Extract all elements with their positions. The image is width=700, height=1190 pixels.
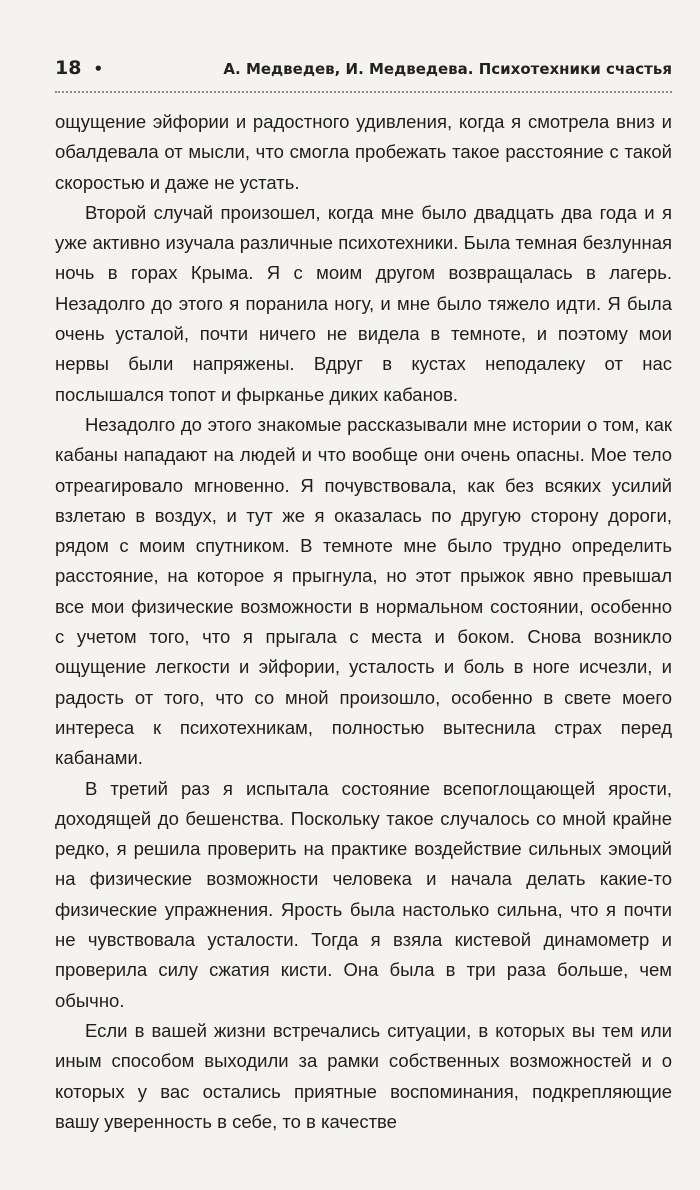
paragraph: Незадолго до этого знакомые рассказывали мне истории о том, как кабаны нападают на людей и что вообще они очень опасны. Мое тело отреагировало мгновенно. Я почувствовала, как без всяких усилий взлетаю в воздух, и тут же я оказалась по другую сторону дороги, рядом с моим спутником. В темноте мне было трудно определить расстояние, на которое я прыгнула, но этот прыжок явно превышал все мои физические возможности в нормальном состоянии, особенно с учетом того, что я прыгала с места и боком. Снова возникло ощущение легкости и эйфории, усталость и боль в ноге исчезли, и радость от того, что со мной произошло, особенно в свете моего интереса к психотехникам, полностью вытеснила страх перед кабанами. <box>55 413 672 769</box>
paragraph: Второй случай произошел, когда мне было двадцать два года и я уже активно изучала различные психотехники. Была темная безлунная ночь в горах Крыма. Я с моим другом возвращалась в лагерь. Незадолго до этого я поранила ногу, и мне было тяжело идти. Я была очень усталой, почти ничего не видела в темноте, и поэтому мои нервы были напряжены. Вдруг в кустах неподалеку от нас послышался топот и фырканье диких кабанов. <box>55 201 672 405</box>
running-title: А. Медведев, И. Медведева. Психотехники счастья <box>223 60 672 78</box>
paragraph: Если в вашей жизни встречались ситуации, в которых вы тем или иным способом выходили за рамки собственных возможностей и о которых у вас остались приятные воспоминания, подкрепляющие вашу уверенность в себе, то в качестве <box>55 1019 672 1132</box>
header-divider <box>55 91 672 93</box>
page-number: 18 <box>55 57 82 79</box>
page-number-group <box>55 58 103 79</box>
page-header <box>55 58 672 79</box>
paragraph: В третий раз я испытала состояние всепоглощающей ярости, доходящей до бешенства. Поскольку такое случалось со мной крайне редко, я решила проверить на практике воздействие сильных эмоций на физические возможности человека и начала делать какие-то физические упражнения. Ярость была настолько сильна, что я почти не чувствовала усталости. Тогда я взяла кистевой динамометр и проверила силу сжатия кисти. Она была в три раза больше, чем обычно. <box>55 777 672 1011</box>
header-bullet: • <box>93 60 104 78</box>
body-text <box>55 107 672 1137</box>
paragraph: ощущение эйфории и радостного удивления, когда я смотрела вниз и обалдевала от мысли, что смогла пробежать такое расстояние с такой скоростью и даже не устать. <box>55 111 672 193</box>
